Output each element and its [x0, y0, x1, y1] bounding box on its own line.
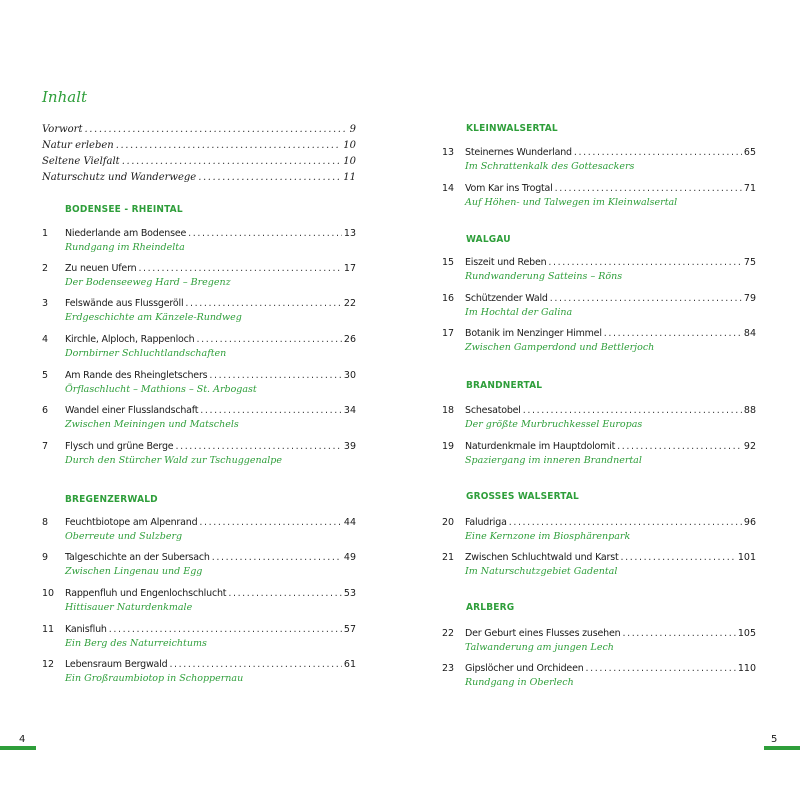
entry-subtitle: Auf Höhen- und Talwegen im Kleinwalsertal: [465, 197, 678, 208]
entry-page: 96: [743, 517, 756, 528]
intro-label: Vorwort: [42, 124, 83, 135]
entry-number: 10: [42, 588, 55, 599]
toc-entry: [42, 227, 356, 261]
leader-dots: [212, 551, 342, 565]
entry-page: 75: [743, 257, 756, 268]
entry-subtitle: Hittisauer Naturdenkmale: [65, 602, 193, 613]
toc-entry: [442, 292, 756, 326]
entry-page: 22: [343, 298, 356, 309]
toc-entry: [442, 146, 756, 180]
entry-subtitle: Rundwanderung Satteins – Röns: [465, 271, 623, 282]
entry-subtitle: Der Bodenseeweg Hard – Bregenz: [65, 277, 231, 288]
entry-title: Eiszeit und Reben: [465, 257, 547, 268]
toc-entry: [42, 404, 356, 438]
entry-page: 101: [737, 552, 756, 563]
entry-title: Schützender Wald: [465, 293, 548, 304]
entry-page: 84: [743, 328, 756, 339]
entry-title: Talgeschichte an der Subersach: [65, 552, 210, 563]
entry-number: 7: [42, 441, 49, 452]
entry-number: 2: [42, 263, 49, 274]
entry-number: 20: [442, 517, 455, 528]
toc-entry: [442, 256, 756, 290]
toc-entry: [442, 440, 756, 474]
leader-dots: [550, 292, 742, 306]
section-heading: BRANDNERTAL: [466, 380, 543, 391]
toc-entry: [42, 516, 356, 550]
entry-page: 30: [343, 370, 356, 381]
entry-title: Der Geburt eines Flusses zusehen: [465, 628, 621, 639]
entry-number: 15: [442, 257, 455, 268]
entry-number: 18: [442, 405, 455, 416]
leader-dots: [200, 404, 342, 418]
entry-subtitle: Talwanderung am jungen Lech: [465, 642, 614, 653]
entry-page: 26: [343, 334, 356, 345]
entry-number: 22: [442, 628, 455, 639]
toc-entry: [42, 333, 356, 367]
entry-title: Gipslöcher und Orchideen: [465, 663, 584, 674]
leader-dots: [84, 123, 347, 137]
entry-subtitle: Zwischen Meiningen und Matschels: [65, 419, 239, 430]
entry-number: 1: [42, 228, 49, 239]
leader-dots: [198, 171, 341, 185]
entry-page: 39: [343, 441, 356, 452]
entry-number: 8: [42, 517, 49, 528]
page-number: 4: [19, 734, 26, 745]
leader-dots: [574, 146, 742, 160]
leader-dots: [621, 551, 736, 565]
leader-dots: [604, 327, 742, 341]
leader-dots: [122, 155, 342, 169]
leader-dots: [188, 227, 342, 241]
entry-subtitle: Im Hochtal der Galina: [465, 307, 573, 318]
toc-entry: [42, 623, 356, 657]
entry-subtitle: Rundgang in Oberlech: [465, 677, 574, 688]
entry-page: 57: [343, 624, 356, 635]
entry-subtitle: Dornbirner Schluchtlandschaften: [65, 348, 227, 359]
entry-title: Wandel einer Flusslandschaft: [65, 405, 199, 416]
toc-entry: [442, 551, 756, 585]
entry-subtitle: Zwischen Lingenau und Egg: [65, 566, 203, 577]
entry-title: Naturdenkmale im Hauptdolomit: [465, 441, 616, 452]
entry-title: Felswände aus Flussgeröll: [65, 298, 184, 309]
intro-page: 10: [343, 140, 356, 151]
entry-number: 19: [442, 441, 455, 452]
entry-number: 12: [42, 659, 55, 670]
toc-entry: [442, 182, 756, 216]
entry-title: Kirchle, Alploch, Rappenloch: [65, 334, 195, 345]
entry-title: Zu neuen Ufern: [65, 263, 137, 274]
section-heading: BODENSEE - RHEINTAL: [65, 204, 183, 215]
entry-title: Vom Kar ins Trogtal: [465, 183, 553, 194]
entry-number: 11: [42, 624, 55, 635]
entry-number: 3: [42, 298, 49, 309]
intro-page: 10: [343, 156, 356, 167]
intro-label: Naturschutz und Wanderwege: [42, 172, 197, 183]
entry-title: Steinernes Wunderland: [465, 147, 572, 158]
leader-dots: [555, 182, 742, 196]
entry-subtitle: Eine Kernzone im Biosphärenpark: [465, 531, 631, 542]
entry-page: 71: [743, 183, 756, 194]
leader-dots: [109, 623, 342, 637]
entry-page: 65: [743, 147, 756, 158]
toc-entry: [42, 262, 356, 296]
entry-number: 5: [42, 370, 49, 381]
leader-dots: [228, 587, 342, 601]
toc-entry: [42, 369, 356, 403]
leader-dots: [116, 139, 342, 153]
leader-dots: [622, 627, 735, 641]
entry-subtitle: Rundgang im Rheindelta: [65, 242, 185, 253]
leader-dots: [523, 404, 742, 418]
entry-page: 17: [343, 263, 356, 274]
entry-page: 105: [737, 628, 756, 639]
toc-entry: [442, 516, 756, 550]
leader-dots: [617, 440, 742, 454]
entry-page: 88: [743, 405, 756, 416]
entry-number: 16: [442, 293, 455, 304]
entry-page: 34: [343, 405, 356, 416]
entry-page: 53: [343, 588, 356, 599]
toc-entry: [42, 551, 356, 585]
page-accent-bar: [0, 746, 36, 750]
toc-entry: [442, 404, 756, 438]
section-heading: BREGENZERWALD: [65, 494, 158, 505]
entry-subtitle: Örflaschlucht – Mathions – St. Arbogast: [65, 384, 257, 395]
entry-subtitle: Im Schrattenkalk des Gottesackers: [465, 161, 635, 172]
leader-dots: [548, 256, 741, 270]
leader-dots: [199, 516, 342, 530]
right-page: [400, 0, 800, 800]
toc-entry: [442, 662, 756, 696]
entry-title: Flysch und grüne Berge: [65, 441, 174, 452]
entry-page: 79: [743, 293, 756, 304]
leader-dots: [138, 262, 341, 276]
toc-entry: [42, 587, 356, 621]
entry-number: 4: [42, 334, 49, 345]
leader-dots: [509, 516, 742, 530]
intro-entry: [42, 171, 356, 185]
entry-subtitle: Der größte Murbruchkessel Europas: [465, 419, 643, 430]
section-heading: GROSSES WALSERTAL: [466, 491, 579, 502]
entry-title: Zwischen Schluchtwald und Karst: [465, 552, 619, 563]
leader-dots: [209, 369, 342, 383]
leader-dots: [185, 297, 342, 311]
entry-page: 61: [343, 659, 356, 670]
intro-page: 11: [343, 172, 356, 183]
entry-title: Lebensraum Bergwald: [65, 659, 168, 670]
toc-entry: [42, 658, 356, 692]
intro-entry: [42, 155, 356, 169]
toc-entry: [42, 440, 356, 474]
intro-label: Natur erleben: [42, 140, 114, 151]
entry-number: 17: [442, 328, 455, 339]
entry-title: Am Rande des Rheingletschers: [65, 370, 208, 381]
entry-subtitle: Erdgeschichte am Känzele-Rundweg: [65, 312, 242, 323]
toc-entry: [42, 297, 356, 331]
intro-label: Seltene Vielfalt: [42, 156, 120, 167]
entry-number: 13: [442, 147, 455, 158]
intro-entry: [42, 139, 356, 153]
entry-number: 23: [442, 663, 455, 674]
entry-page: 13: [343, 228, 356, 239]
entry-page: 44: [343, 517, 356, 528]
entry-subtitle: Ein Großraumbiotop in Schoppernau: [65, 673, 244, 684]
entry-number: 6: [42, 405, 49, 416]
entry-title: Kanisfluh: [65, 624, 107, 635]
entry-subtitle: Spaziergang im inneren Brandnertal: [465, 455, 642, 466]
page-accent-bar: [764, 746, 800, 750]
entry-number: 14: [442, 183, 455, 194]
section-heading: ARLBERG: [466, 602, 515, 613]
entry-subtitle: Durch den Stürcher Wald zur Tschuggenalpe: [65, 455, 282, 466]
entry-title: Rappenfluh und Engenlochschlucht: [65, 588, 227, 599]
leader-dots: [169, 658, 341, 672]
entry-page: 110: [737, 663, 756, 674]
entry-subtitle: Zwischen Gamperdond und Bettlerjoch: [465, 342, 655, 353]
entry-subtitle: Im Naturschutzgebiet Gadental: [465, 566, 618, 577]
section-heading: KLEINWALSERTAL: [466, 123, 558, 134]
entry-title: Feuchtbiotope am Alpenrand: [65, 517, 198, 528]
leader-dots: [196, 333, 341, 347]
entry-number: 9: [42, 552, 49, 563]
entry-page: 49: [343, 552, 356, 563]
entry-number: 21: [442, 552, 455, 563]
entry-title: Schesatobel: [465, 405, 521, 416]
entry-subtitle: Oberreute und Sulzberg: [65, 531, 183, 542]
intro-entry: [42, 123, 356, 137]
toc-title: Inhalt: [42, 88, 88, 106]
toc-entry: [442, 627, 756, 661]
toc-entry: [442, 327, 756, 361]
section-heading: WALGAU: [466, 234, 511, 245]
intro-page: 9: [349, 124, 356, 135]
entry-subtitle: Ein Berg des Naturreichtums: [65, 638, 207, 649]
entry-title: Niederlande am Bodensee: [65, 228, 187, 239]
page-number: 5: [771, 734, 778, 745]
leader-dots: [586, 662, 736, 676]
entry-title: Faludriga: [465, 517, 507, 528]
entry-title: Botanik im Nenzinger Himmel: [465, 328, 602, 339]
leader-dots: [175, 440, 341, 454]
entry-page: 92: [743, 441, 756, 452]
